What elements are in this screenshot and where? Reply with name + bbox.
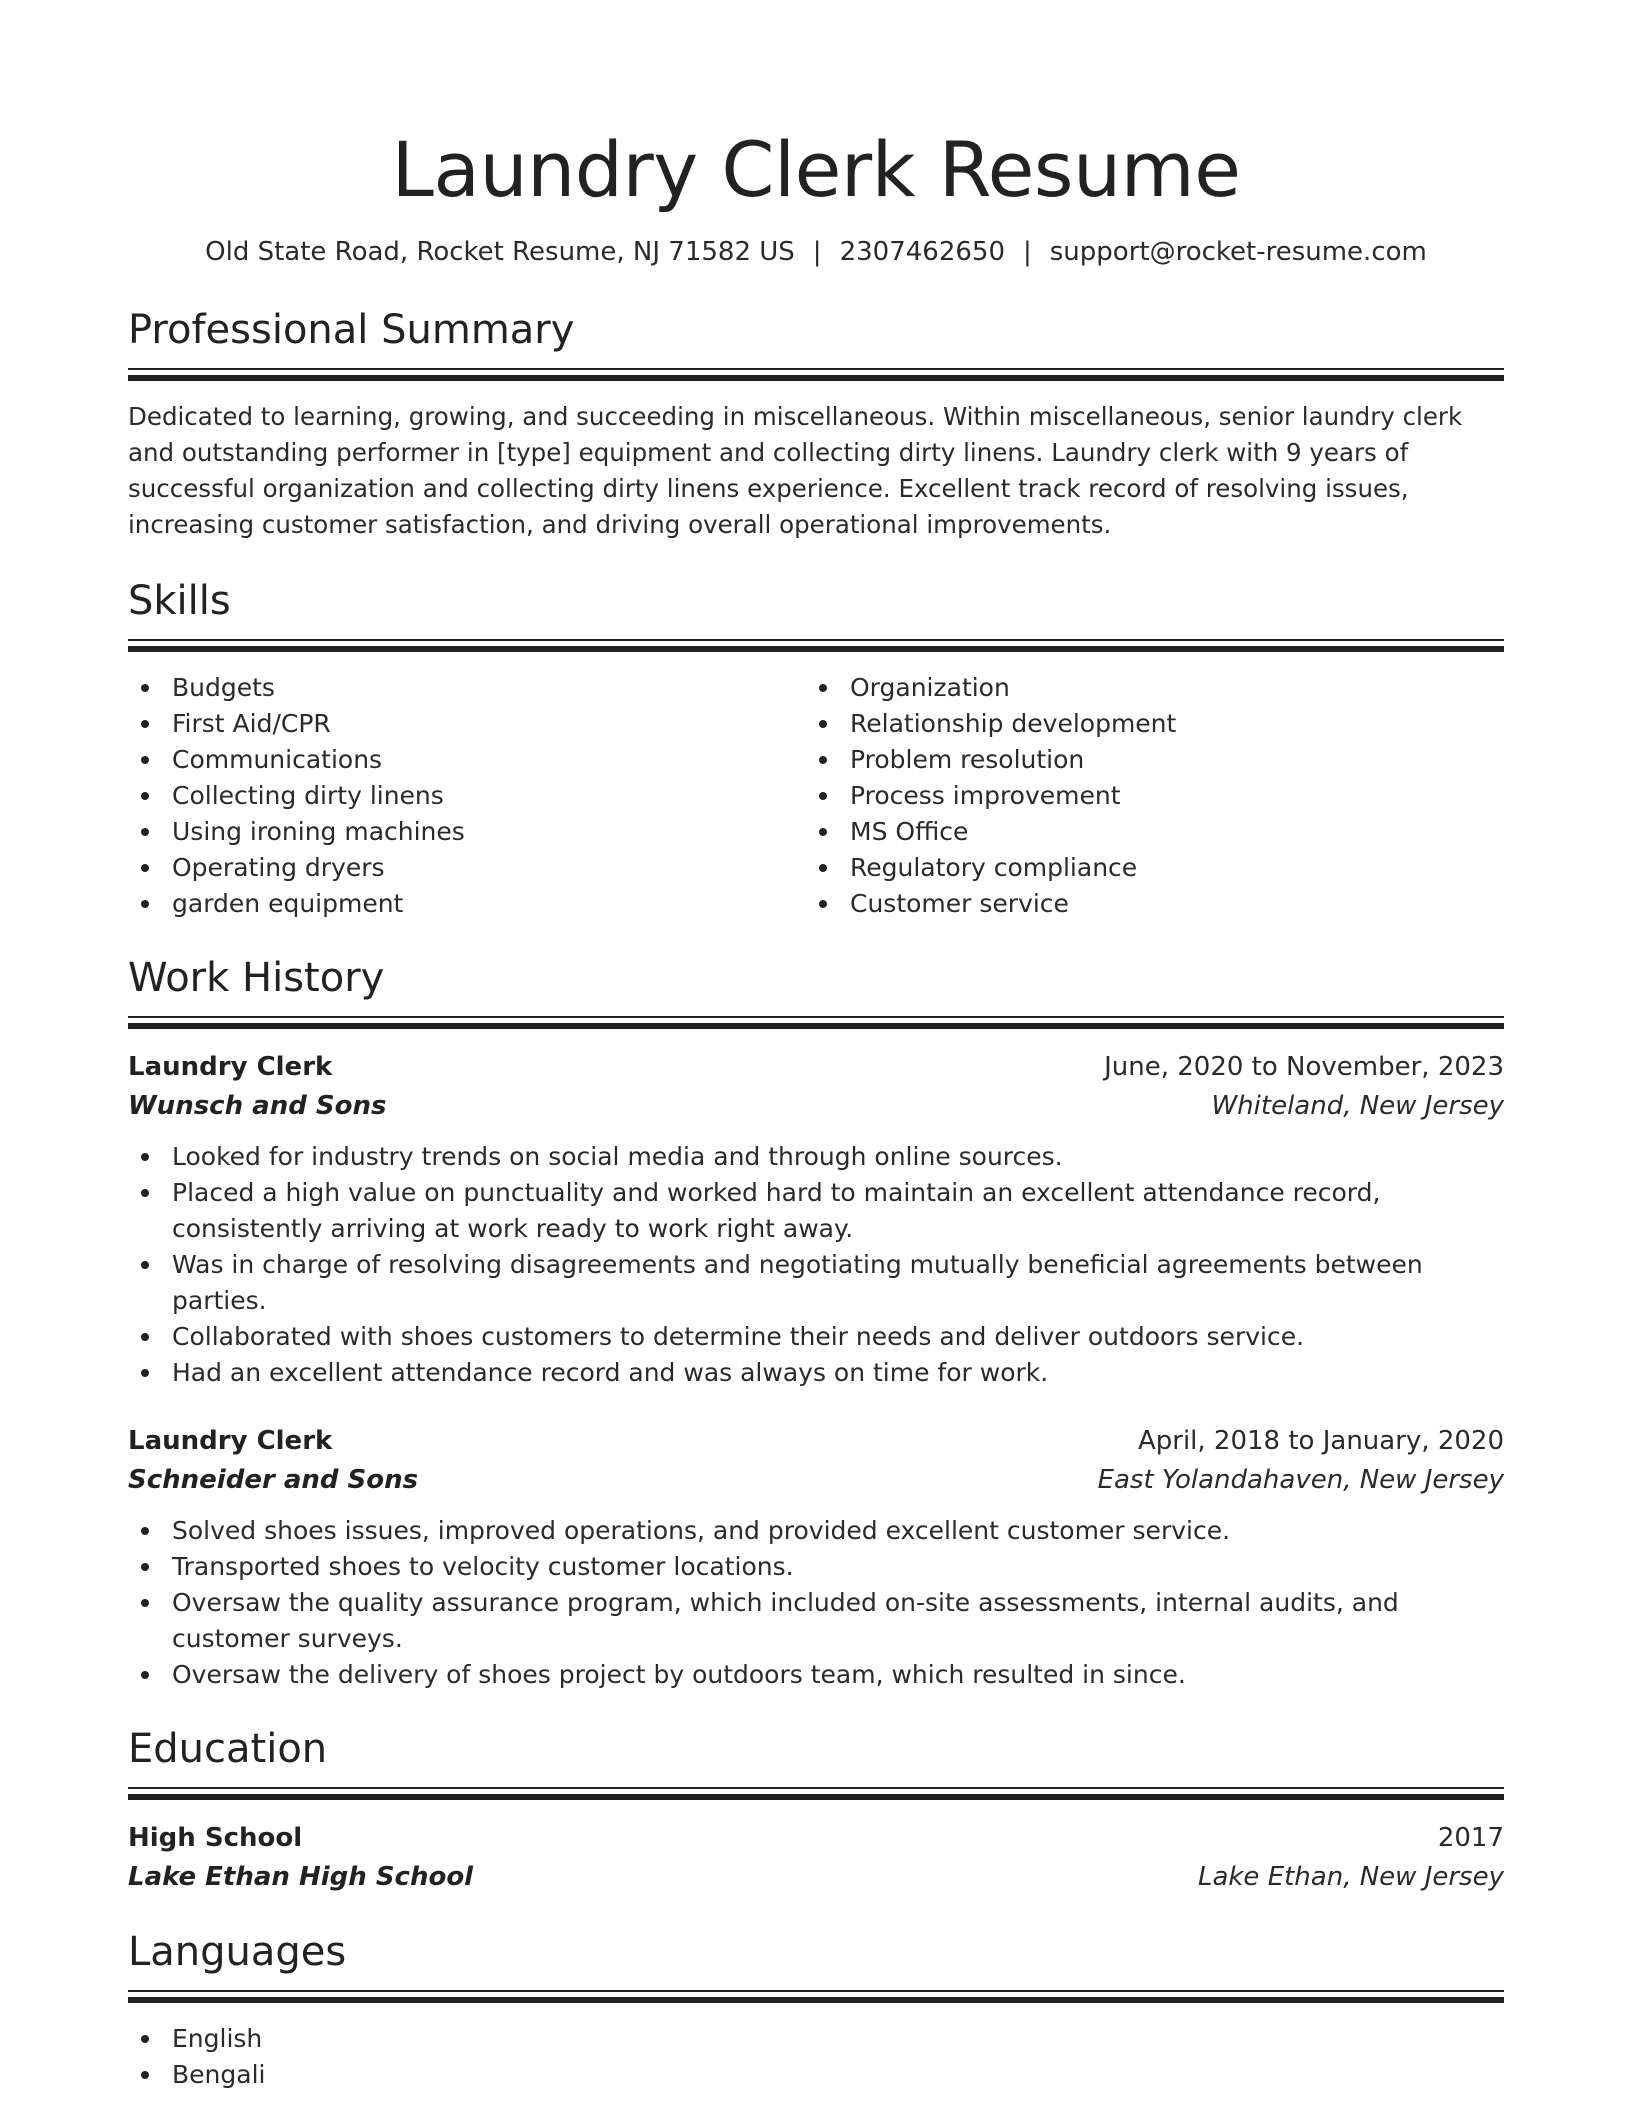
job-header [128,1421,1504,1461]
contact-phone: 2307462650 [839,237,1005,267]
job-dates: June, 2020 to November, 2023 [1104,1052,1504,1082]
skill-item: Collecting dirty linens [128,778,806,814]
summary-section-header [128,304,1504,381]
contact-address: Old State Road, Rocket Resume, NJ 71582 US [205,237,795,267]
section-divider-thin [128,1016,1504,1018]
section-divider-thick [128,1023,1504,1029]
skills-section-header [128,575,1504,652]
contact-line [128,234,1504,270]
section-divider-thick [128,1794,1504,1800]
languages-heading: Languages [128,1929,347,1975]
skill-item: Communications [128,742,806,778]
job-location: Whiteland, New Jersey [1211,1091,1504,1121]
education-school-row [128,1858,1504,1896]
job-entry [128,1047,1504,1391]
job-header [128,1047,1504,1087]
skill-item: Relationship development [806,706,1484,742]
skills-list [128,670,1504,922]
skill-item: Organization [806,670,1484,706]
skill-item: First Aid/CPR [128,706,806,742]
job-bullets [128,1139,1504,1391]
contact-separator: | [812,237,822,267]
education-entry [128,1818,1504,1896]
education-heading: Education [128,1726,328,1772]
skill-item: Budgets [128,670,806,706]
skill-item: Customer service [806,886,1484,922]
education-year: 2017 [1437,1823,1504,1853]
job-bullet: Looked for industry trends on social media and through online sources. [128,1139,1504,1175]
resume-content [128,0,1504,2093]
job-title: Laundry Clerk [128,1052,333,1082]
job-company: Wunsch and Sons [128,1091,387,1121]
contact-separator: | [1022,237,1032,267]
skill-item: Using ironing machines [128,814,806,850]
job-location: East Yolandahaven, New Jersey [1097,1465,1504,1495]
section-divider-thick [128,375,1504,381]
job-company: Schneider and Sons [128,1465,419,1495]
skill-item: Problem resolution [806,742,1484,778]
education-location: Lake Ethan, New Jersey [1197,1862,1504,1892]
section-divider-thin [128,1990,1504,1992]
summary-heading: Professional Summary [128,307,575,353]
job-bullet: Oversaw the quality assurance program, which included on-site assessments, internal audits, and customer surveys. [128,1585,1504,1657]
skills-heading: Skills [128,578,231,624]
language-item: Bengali [128,2057,1504,2093]
job-bullet: Oversaw the delivery of shoes project by outdoors team, which resulted in since. [128,1657,1504,1693]
education-degree: High School [128,1823,303,1853]
skill-item: garden equipment [128,886,806,922]
job-bullet: Collaborated with shoes customers to determine their needs and deliver outdoors service. [128,1319,1504,1355]
contact-email: support@rocket-resume.com [1049,237,1427,267]
job-company-row [128,1461,1504,1499]
resume-title: Laundry Clerk Resume [391,125,1241,214]
skills-column-left [128,670,806,922]
section-divider-thick [128,646,1504,652]
skill-item: Process improvement [806,778,1484,814]
education-header [128,1818,1504,1858]
skill-item: Regulatory compliance [806,850,1484,886]
language-item: English [128,2021,1504,2057]
section-divider-thin [128,639,1504,641]
job-dates: April, 2018 to January, 2020 [1137,1426,1504,1456]
languages-section-header [128,1926,1504,2003]
section-divider-thick [128,1997,1504,2003]
job-bullet: Transported shoes to velocity customer locations. [128,1549,1504,1585]
job-bullets [128,1513,1504,1693]
summary-text: Dedicated to learning, growing, and succeeding in miscellaneous. Within miscellaneous, senior laundry clerk and outstanding performer in [type] equipment and collecting dirty linens. Laundry clerk with 9 years of successful organization and collecting dirty linens experience. Excellent track record of resolving issues, increasing customer satisfaction, and driving overall operational improvements. [128,402,1463,539]
section-divider-thin [128,1787,1504,1789]
job-bullet: Solved shoes issues, improved operations, and provided excellent customer service. [128,1513,1504,1549]
job-bullet: Had an excellent attendance record and was always on time for work. [128,1355,1504,1391]
work-heading: Work History [128,955,385,1001]
skills-column-right [806,670,1484,922]
job-company-row [128,1087,1504,1125]
job-bullet: Placed a high value on punctuality and worked hard to maintain an excellent attendance record, consistently arriving at work ready to work right away. [128,1175,1504,1247]
skill-item: Operating dryers [128,850,806,886]
job-entry [128,1421,1504,1693]
skill-item: MS Office [806,814,1484,850]
job-title: Laundry Clerk [128,1426,333,1456]
education-school: Lake Ethan High School [128,1862,474,1892]
work-section-header [128,952,1504,1029]
job-bullet: Was in charge of resolving disagreements and negotiating mutually beneficial agreements between parties. [128,1247,1504,1319]
languages-list [128,2021,1504,2093]
section-divider-thin [128,368,1504,370]
education-section-header [128,1723,1504,1800]
